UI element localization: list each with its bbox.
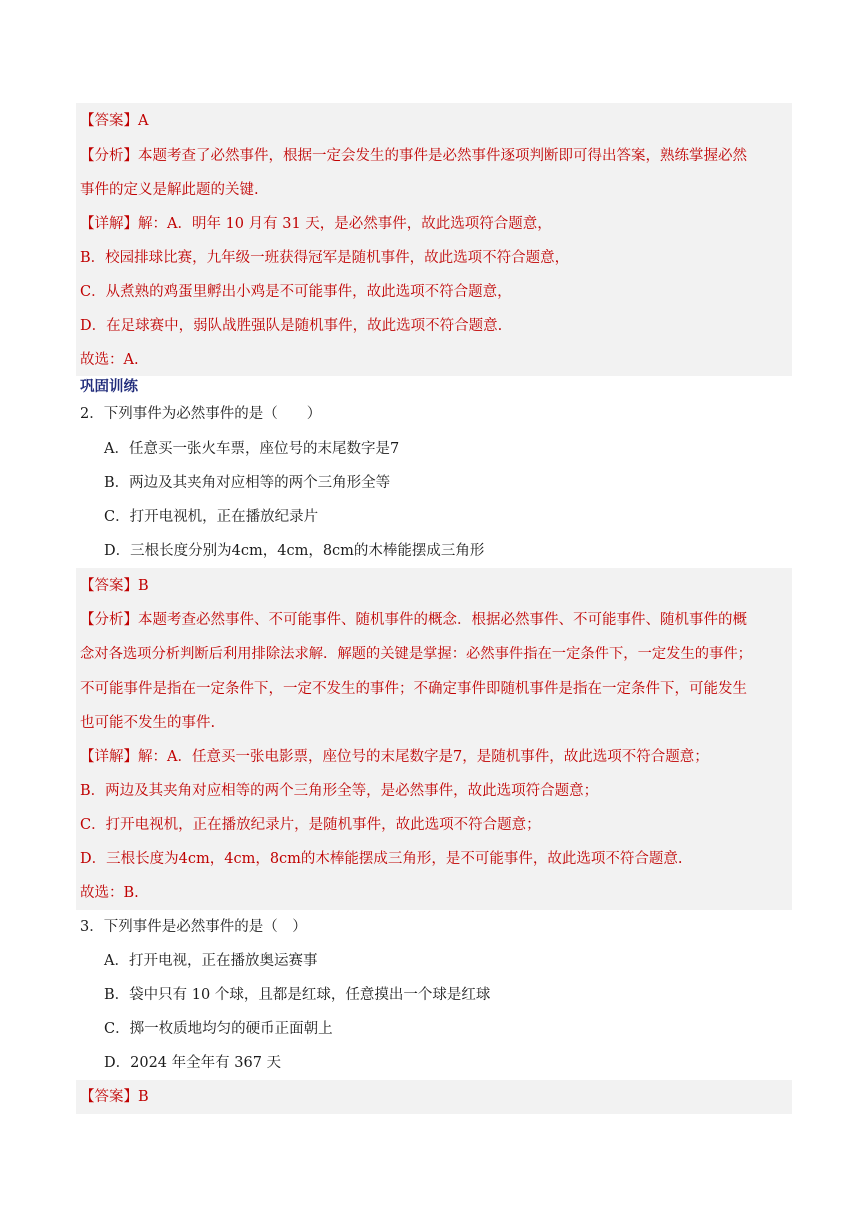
q2-analysis-line-4: 也可能不发生的事件. [80, 715, 216, 731]
q1-answer-label: 【答案】A [80, 113, 149, 129]
q1-detail-option-b: B．校园排球比赛，九年级一班获得冠军是随机事件，故此选项不符合题意， [80, 250, 570, 266]
q2-option-d: D．三根长度分别为4cm，4cm，8cm的木棒能摆成三角形 [104, 543, 485, 559]
q1-detail-option-d: D．在足球赛中，弱队战胜强队是随机事件，故此选项不符合题意. [80, 318, 503, 334]
q2-answer-label: 【答案】B [80, 578, 149, 594]
q3-answer-label: 【答案】B [80, 1089, 149, 1105]
q3-option-d: D．2024 年全年有 367 天 [104, 1055, 282, 1071]
q2-conclusion: 故选：B. [80, 885, 139, 901]
q3-stem: 3．下列事件是必然事件的是（ ） [80, 919, 307, 935]
q2-detail-option-b: B．两边及其夹角对应相等的两个三角形全等，是必然事件，故此选项符合题意； [80, 783, 599, 799]
q1-analysis-line-1: 【分析】本题考查了必然事件，根据一定会发生的事件是必然事件逐项判断即可得出答案，熟练掌握必然 [80, 148, 747, 164]
q3-option-a: A．打开电视，正在播放奥运赛事 [104, 953, 318, 969]
q1-detail-line: 【详解】解：A．明年 10 月有 31 天，是必然事件，故此选项符合题意， [80, 216, 552, 232]
q1-detail-option-c: C．从煮熟的鸡蛋里孵出小鸡是不可能事件，故此选项不符合题意， [80, 284, 512, 300]
q2-stem: 2．下列事件为必然事件的是（ ） [80, 406, 322, 422]
q3-option-c: C．掷一枚质地均匀的硬币正面朝上 [104, 1021, 333, 1037]
q2-option-c: C．打开电视机，正在播放纪录片 [104, 509, 319, 525]
q1-analysis-line-2: 事件的定义是解此题的关键. [80, 182, 259, 198]
q2-detail-line: 【详解】解：A．任意买一张电影票，座位号的末尾数字是7，是随机事件，故此选项不符合题意； [80, 749, 709, 765]
q2-detail-option-c: C．打开电视机，正在播放纪录片，是随机事件，故此选项不符合题意； [80, 817, 541, 833]
q2-option-a: A．任意买一张火车票，座位号的末尾数字是7 [104, 441, 400, 457]
q2-analysis-line-3: 不可能事件是指在一定条件下，一定不发生的事件；不确定事件即随机事件是指在一定条件下，可能发生 [80, 681, 747, 697]
q3-option-b: B．袋中只有 10 个球，且都是红球，任意摸出一个球是红球 [104, 987, 491, 1003]
q2-option-b: B．两边及其夹角对应相等的两个三角形全等 [104, 475, 391, 491]
q1-conclusion: 故选：A. [80, 352, 139, 368]
q2-analysis-line-2: 念对各选项分析判断后利用排除法求解．解题的关键是掌握：必然事件指在一定条件下，一定发生的事件； [80, 646, 752, 662]
q2-detail-option-d: D．三根长度为4cm，4cm，8cm的木棒能摆成三角形，是不可能事件，故此选项不符合题意. [80, 851, 683, 867]
q1-answer-block [76, 103, 792, 376]
q3-answer-block [76, 1080, 792, 1114]
section-title: 巩固训练 [80, 378, 138, 395]
q2-analysis-line-1: 【分析】本题考查必然事件、不可能事件、随机事件的概念．根据必然事件、不可能事件、随机事件的概 [80, 612, 747, 628]
